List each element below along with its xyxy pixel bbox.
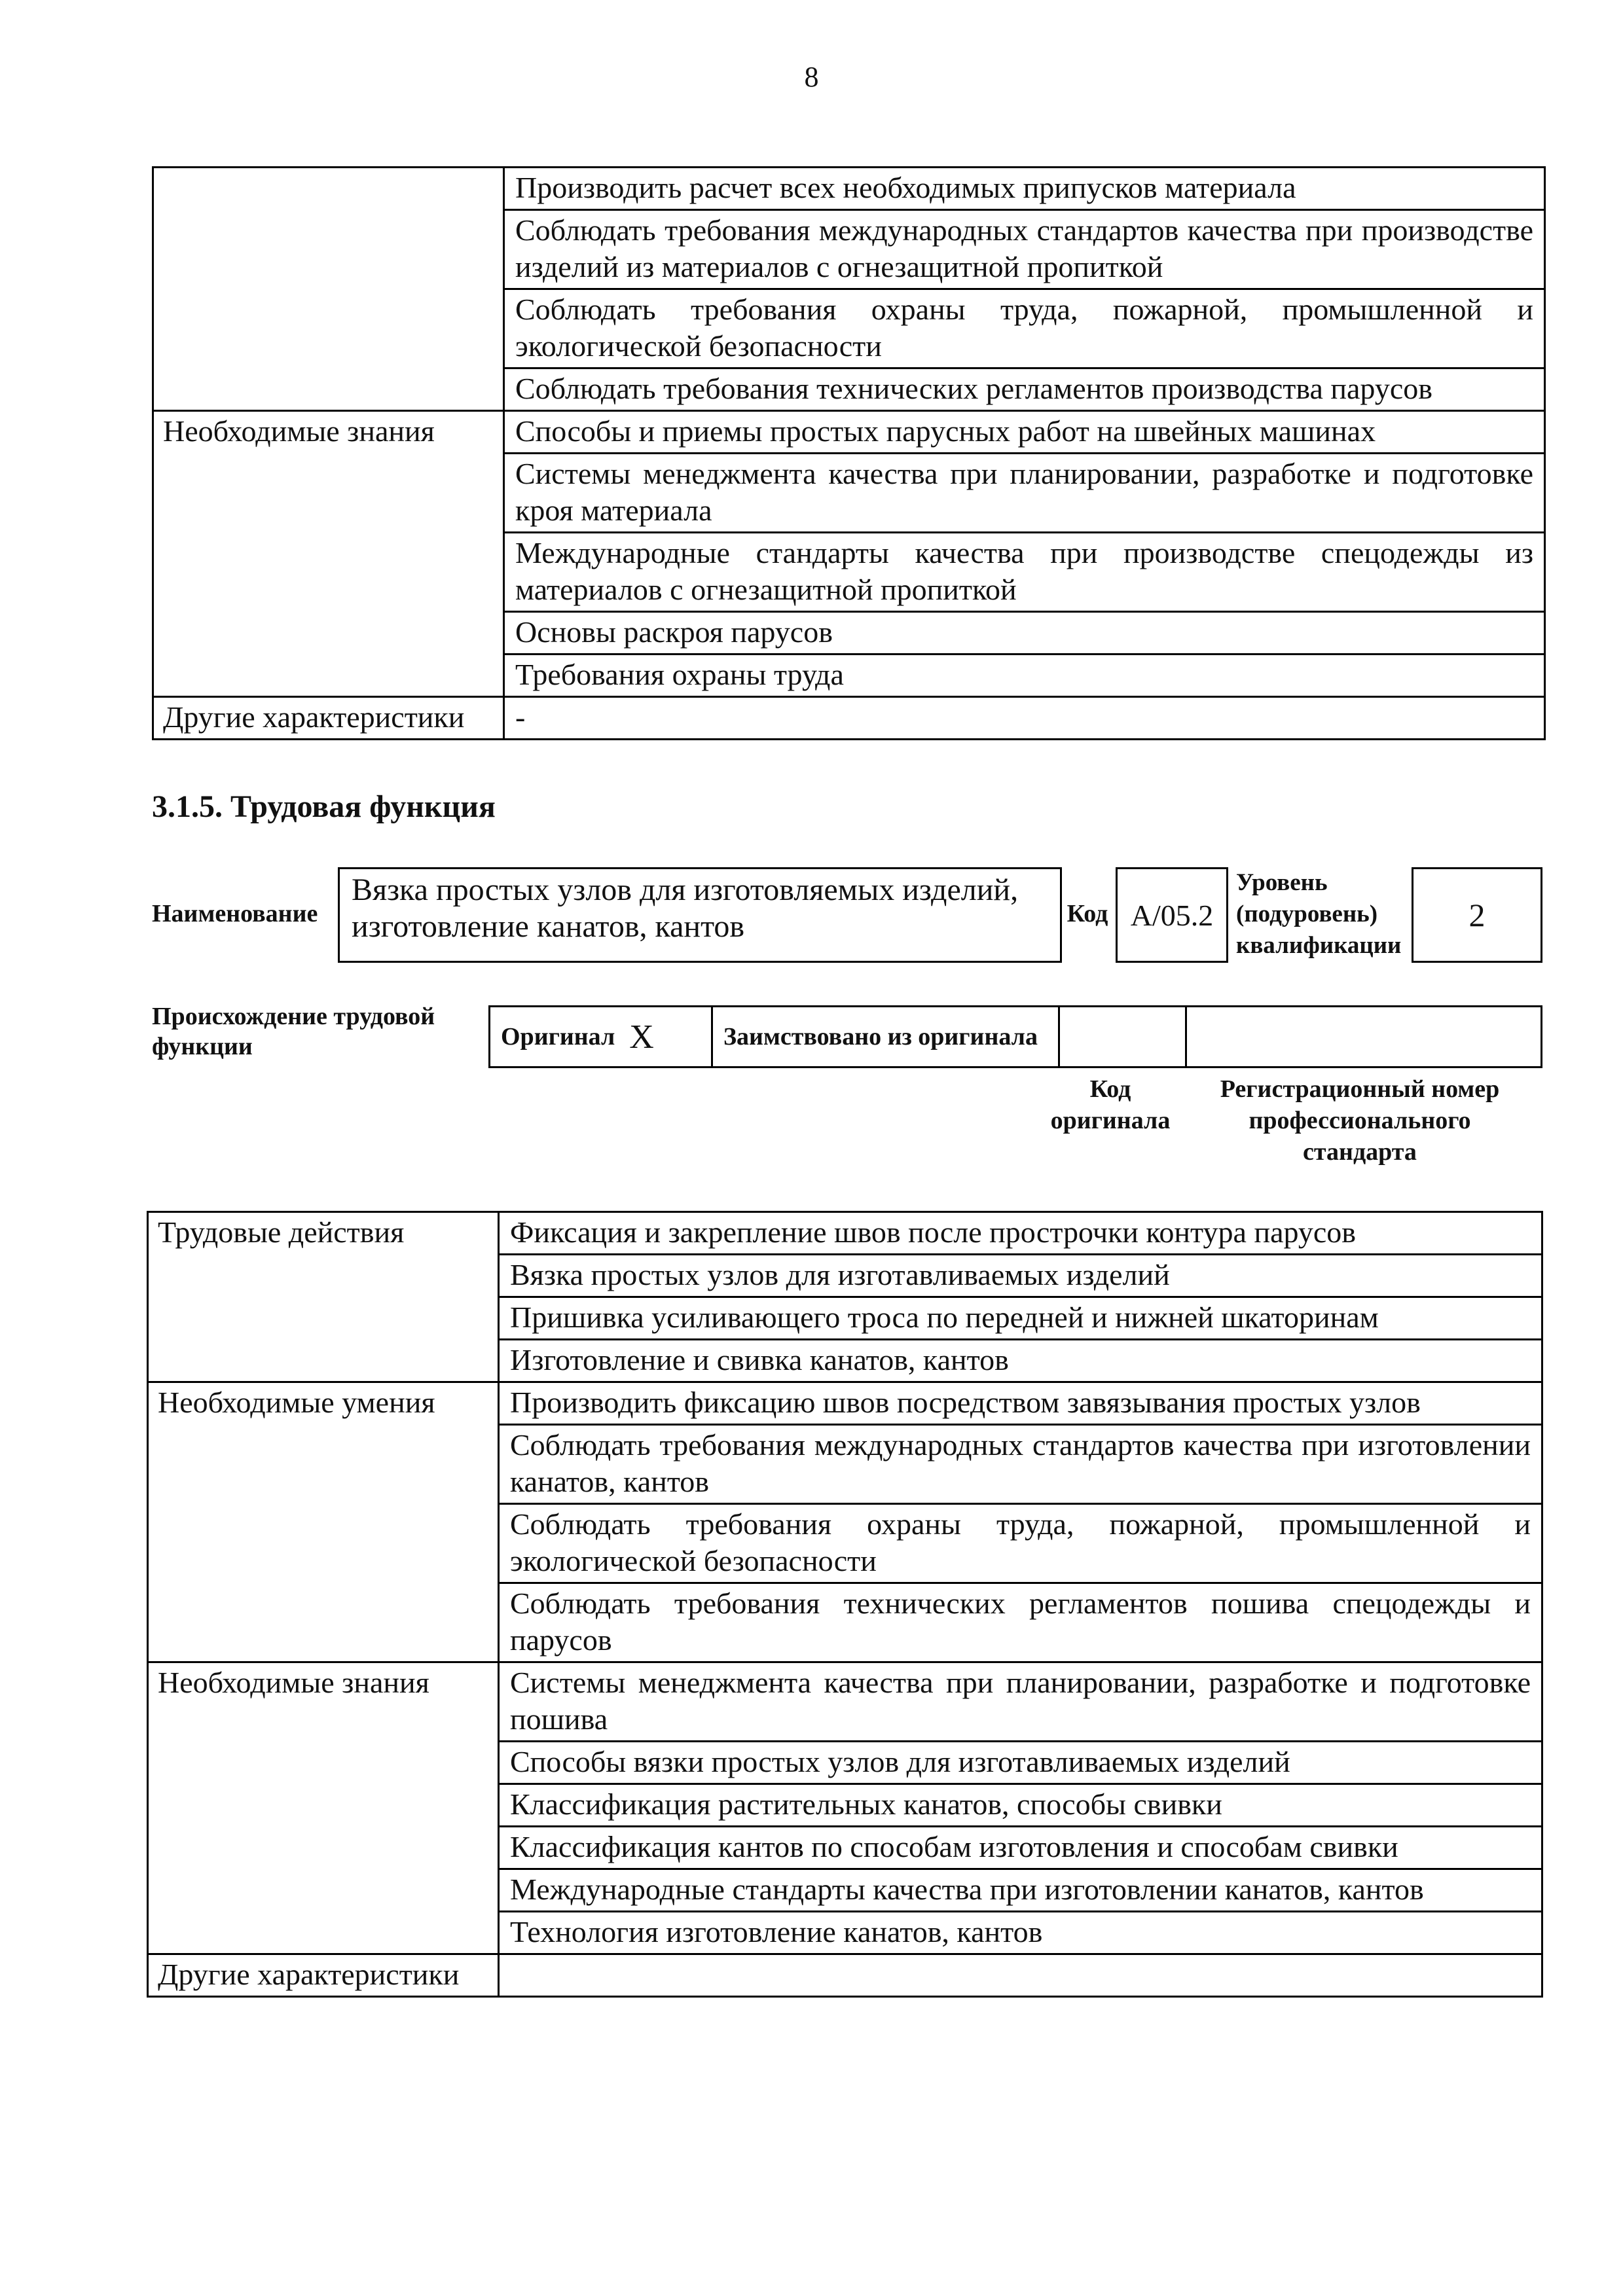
labor-function-table: [147, 1211, 1543, 1998]
original-mark: X: [629, 1018, 654, 1056]
table-row: [148, 1662, 1542, 1742]
qualification-level-label: Уровень (подуровень) квалификации: [1236, 869, 1402, 959]
table-row: [148, 1382, 1542, 1425]
origin-label: Происхождение трудовой функции: [152, 1003, 435, 1060]
qualification-level-value: 2: [1412, 867, 1542, 963]
row-item: Вязка простых узлов для изготавливаемых изделий: [499, 1255, 1542, 1297]
row-item: -: [504, 697, 1545, 740]
row-item: Требования охраны труда: [504, 655, 1545, 697]
row-item: Пришивка усиливающего троса по передней и нижней шкаторинам: [499, 1297, 1542, 1340]
original-code-cell: [1060, 1007, 1187, 1066]
table-row: [148, 1212, 1542, 1255]
row-category-label: Необходимые знания: [153, 411, 504, 697]
section-heading: 3.1.5. Трудовая функция: [152, 789, 496, 824]
borrowed-label: Заимствовано из оригинала: [723, 1023, 1038, 1050]
skills-knowledge-table-continued: [152, 166, 1546, 740]
row-category-label: Трудовые действия: [148, 1212, 499, 1382]
table-row: [148, 1954, 1542, 1997]
page-number: 8: [804, 61, 819, 93]
row-item: Соблюдать требования технических регламентов производства парусов: [504, 368, 1545, 411]
registration-number-cell: [1187, 1007, 1541, 1066]
table-row: [153, 697, 1545, 740]
row-category-label: Другие характеристики: [153, 697, 504, 740]
row-item: Соблюдать требования охраны труда, пожарной, промышленной и экологической безопасности: [504, 289, 1545, 368]
code-label: Код: [1067, 900, 1108, 927]
row-item: Соблюдать требования охраны труда, пожарной, промышленной и экологической безопасности: [499, 1504, 1542, 1583]
row-item: Системы менеджмента качества при планировании, разработке и подготовке пошива: [499, 1662, 1542, 1742]
original-code-caption: Код оригинала: [1050, 1075, 1171, 1134]
row-item: Изготовление и свивка канатов, кантов: [499, 1340, 1542, 1382]
row-item: Международные стандарты качества при изготовлении канатов, кантов: [499, 1869, 1542, 1912]
row-category-label: [153, 168, 504, 411]
row-item: Способы и приемы простых парусных работ на швейных машинах: [504, 411, 1545, 454]
origin-row: [488, 1005, 1542, 1068]
original-label: Оригинал: [501, 1023, 615, 1050]
row-item: Соблюдать требования международных стандартов качества при производстве изделий из материалов с огнезащитной пропиткой: [504, 210, 1545, 289]
table-row: [153, 168, 1545, 210]
origin-borrowed-cell: [713, 1007, 1060, 1066]
row-item: Фиксация и закрепление швов после прострочки контура парусов: [499, 1212, 1542, 1255]
row-item: Классификация кантов по способам изготовления и способам свивки: [499, 1827, 1542, 1869]
table-row: [153, 411, 1545, 454]
row-item: Технология изготовление канатов, кантов: [499, 1912, 1542, 1954]
registration-number-caption: Регистрационный номер профессионального стандарта: [1220, 1075, 1500, 1166]
row-item: Системы менеджмента качества при планировании, разработке и подготовке кроя материала: [504, 454, 1545, 533]
function-name-value: Вязка простых узлов для изготовляемых изделий, изготовление канатов, кантов: [338, 867, 1062, 963]
row-item: Классификация растительных канатов, способы свивки: [499, 1784, 1542, 1827]
row-item: Основы раскроя парусов: [504, 612, 1545, 655]
row-category-label: Другие характеристики: [148, 1954, 499, 1997]
row-category-label: Необходимые умения: [148, 1382, 499, 1662]
row-item: Производить фиксацию швов посредством завязывания простых узлов: [499, 1382, 1542, 1425]
function-code-value: А/05.2: [1116, 867, 1228, 963]
row-item: Соблюдать требования технических регламентов пошива спецодежды и парусов: [499, 1583, 1542, 1662]
origin-original-cell: [490, 1007, 713, 1066]
row-item: [499, 1954, 1542, 1997]
row-item: Способы вязки простых узлов для изготавливаемых изделий: [499, 1742, 1542, 1784]
row-item: Международные стандарты качества при производстве спецодежды из материалов с огнезащитной пропиткой: [504, 533, 1545, 612]
row-item: Соблюдать требования международных стандартов качества при изготовлении канатов, кантов: [499, 1425, 1542, 1504]
row-category-label: Необходимые знания: [148, 1662, 499, 1954]
row-item: Производить расчет всех необходимых припусков материала: [504, 168, 1545, 210]
name-label: Наименование: [152, 900, 318, 927]
